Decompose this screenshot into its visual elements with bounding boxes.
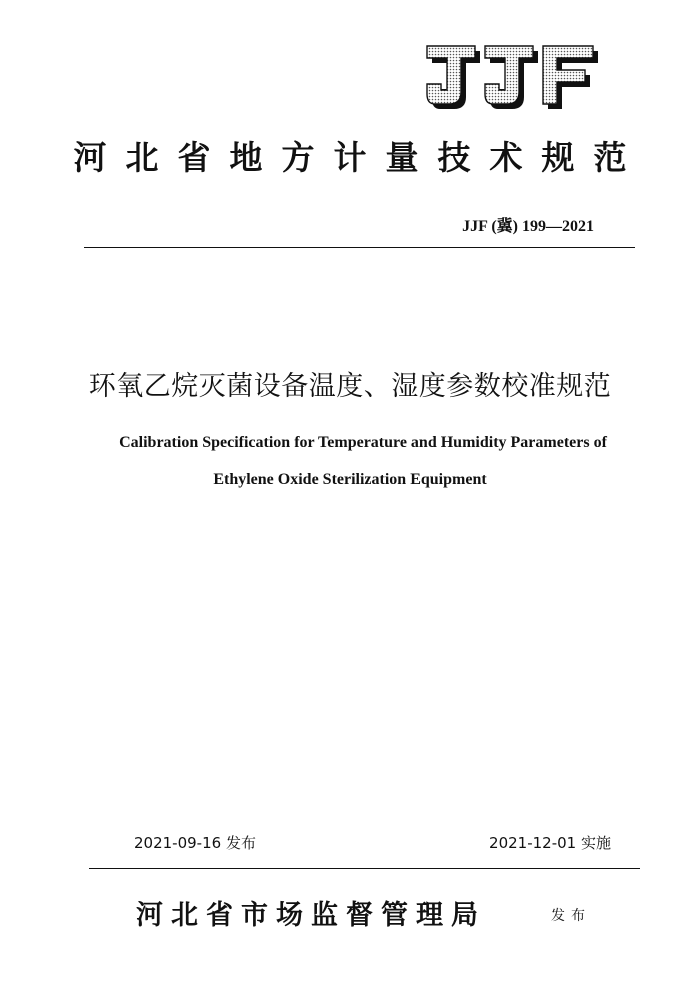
bottom-divider bbox=[89, 868, 640, 869]
top-divider bbox=[84, 247, 635, 248]
jjf-logo-graphic bbox=[425, 44, 600, 114]
issuing-authority: 河北省市场监督管理局 bbox=[136, 900, 486, 931]
implementation-date: 2021-12-01 实施 bbox=[489, 834, 611, 852]
standard-code: JJF (冀) 199—2021 bbox=[462, 218, 594, 235]
publish-label: 发布 bbox=[551, 908, 591, 924]
chinese-title: 环氧乙烷灭菌设备温度、湿度参数校准规范 bbox=[88, 371, 612, 402]
english-title-line-1: Calibration Specification for Temperature and Humidity Parameters of bbox=[119, 434, 607, 451]
issuer-heading: 河北省地方计量技术规范 bbox=[73, 138, 646, 177]
english-title-line-2: Ethylene Oxide Sterilization Equipment bbox=[213, 471, 487, 488]
jjf-logo bbox=[425, 44, 600, 114]
issue-date: 2021-09-16 发布 bbox=[134, 834, 256, 852]
